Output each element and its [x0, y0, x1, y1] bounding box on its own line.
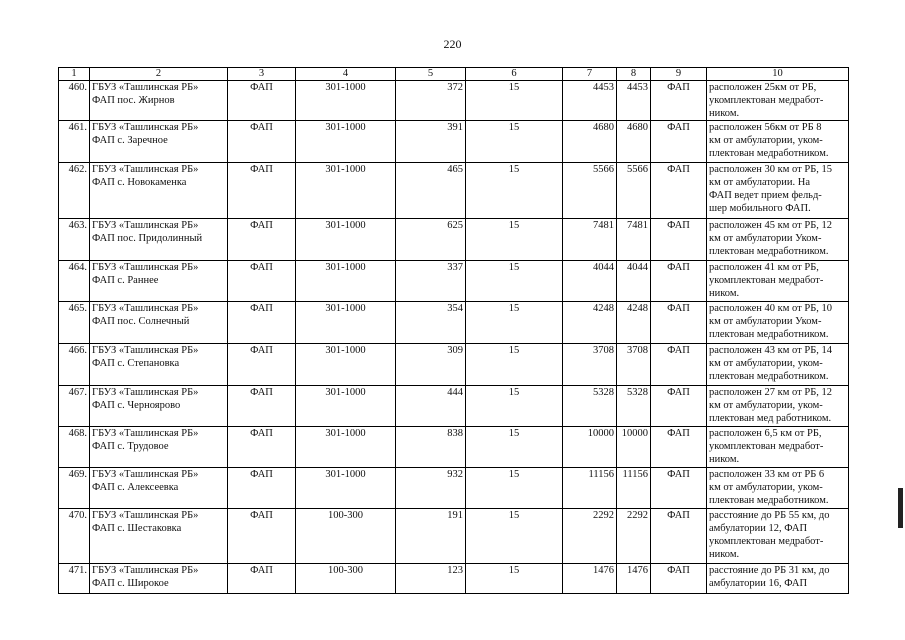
- value-col-7: 7481: [563, 219, 617, 261]
- row-number: 468.: [59, 427, 90, 468]
- column-header-4: 4: [296, 68, 396, 81]
- place-name: ФАП пос. Жирнов: [92, 95, 175, 106]
- value-col-7: 10000: [563, 427, 617, 468]
- note-line: км от амбулатории, уком-: [709, 358, 823, 369]
- facility-type: ФАП: [228, 219, 296, 261]
- org-name: ГБУЗ «Ташлинская РБ»: [92, 303, 199, 314]
- facility-name: [90, 81, 228, 121]
- row-number: 463.: [59, 219, 90, 261]
- value-col-8: 5566: [617, 163, 651, 219]
- note-line: ником.: [709, 549, 740, 560]
- org-name: ГБУЗ «Ташлинская РБ»: [92, 164, 199, 175]
- place-name: ФАП с. Шестаковка: [92, 523, 182, 534]
- note-line: расположен 6,5 км от РБ,: [709, 428, 822, 439]
- column-header-3: 3: [228, 68, 296, 81]
- row-number: 465.: [59, 302, 90, 344]
- population-range: 301-1000: [296, 261, 396, 302]
- facility-name: [90, 386, 228, 427]
- note-line: плектован медработником.: [709, 329, 829, 340]
- value-col-7: 4044: [563, 261, 617, 302]
- org-name: ГБУЗ «Ташлинская РБ»: [92, 82, 199, 93]
- note-line: ФАП ведет прием фельд-: [709, 190, 822, 201]
- place-name: ФАП с. Новокаменка: [92, 177, 187, 188]
- place-name: ФАП с. Широкое: [92, 578, 169, 589]
- facility-type-col-9: ФАП: [651, 261, 707, 302]
- value-col-7: 4680: [563, 121, 617, 163]
- facility-type: ФАП: [228, 163, 296, 219]
- note-line: расположен 56км от РБ 8: [709, 122, 822, 133]
- population-range: 301-1000: [296, 427, 396, 468]
- facility-name: [90, 427, 228, 468]
- value-col-6: 15: [466, 81, 563, 121]
- table-row: [59, 81, 849, 121]
- facility-type-col-9: ФАП: [651, 302, 707, 344]
- value-col-8: 4680: [617, 121, 651, 163]
- facility-type-col-9: ФАП: [651, 344, 707, 386]
- note-cell: [707, 121, 849, 163]
- column-header-5: 5: [396, 68, 466, 81]
- population-range: 301-1000: [296, 344, 396, 386]
- facility-type: ФАП: [228, 509, 296, 564]
- note-line: шер мобильного ФАП.: [709, 203, 811, 214]
- place-name: ФАП с. Заречное: [92, 135, 168, 146]
- note-line: расположен 43 км от РБ, 14: [709, 345, 832, 356]
- population-range: 301-1000: [296, 121, 396, 163]
- facility-type: ФАП: [228, 564, 296, 594]
- population-range: 301-1000: [296, 81, 396, 121]
- table-row: [59, 344, 849, 386]
- value-col-7: 4248: [563, 302, 617, 344]
- facility-type-col-9: ФАП: [651, 386, 707, 427]
- note-line: км от амбулатории, уком-: [709, 400, 823, 411]
- value-col-6: 15: [466, 427, 563, 468]
- note-line: ником.: [709, 288, 740, 299]
- page-number: 220: [443, 37, 462, 51]
- column-header-1: 1: [59, 68, 90, 81]
- row-number: 466.: [59, 344, 90, 386]
- facility-type-col-9: ФАП: [651, 564, 707, 594]
- value-col-5: 354: [396, 302, 466, 344]
- place-name: ФАП пос. Придолинный: [92, 233, 203, 244]
- value-col-5: 444: [396, 386, 466, 427]
- note-cell: [707, 219, 849, 261]
- table-row: [59, 261, 849, 302]
- facility-type: ФАП: [228, 427, 296, 468]
- note-line: расположен 25км от РБ,: [709, 82, 817, 93]
- value-col-6: 15: [466, 261, 563, 302]
- value-col-6: 15: [466, 219, 563, 261]
- row-number: 469.: [59, 468, 90, 509]
- facility-name: [90, 261, 228, 302]
- place-name: ФАП с. Раннее: [92, 275, 159, 286]
- value-col-5: 838: [396, 427, 466, 468]
- note-line: плектован медработником.: [709, 495, 829, 506]
- value-col-7: 3708: [563, 344, 617, 386]
- note-line: расположен 27 км от РБ, 12: [709, 387, 832, 398]
- facility-name: [90, 468, 228, 509]
- value-col-8: 1476: [617, 564, 651, 594]
- note-line: ником.: [709, 108, 740, 119]
- facility-type: ФАП: [228, 386, 296, 427]
- note-line: плектован медработником.: [709, 246, 829, 257]
- org-name: ГБУЗ «Ташлинская РБ»: [92, 469, 199, 480]
- value-col-5: 337: [396, 261, 466, 302]
- value-col-6: 15: [466, 121, 563, 163]
- row-number: 470.: [59, 509, 90, 564]
- row-number: 461.: [59, 121, 90, 163]
- facility-name: [90, 509, 228, 564]
- note-line: амбулатории 12, ФАП: [709, 523, 808, 534]
- table-row: [59, 121, 849, 163]
- facility-type-col-9: ФАП: [651, 509, 707, 564]
- table-row: [59, 302, 849, 344]
- value-col-7: 1476: [563, 564, 617, 594]
- scanner-mark: [898, 488, 903, 528]
- note-cell: [707, 386, 849, 427]
- table-row: [59, 219, 849, 261]
- facility-type: ФАП: [228, 121, 296, 163]
- place-name: ФАП пос. Солнечный: [92, 316, 190, 327]
- value-col-7: 2292: [563, 509, 617, 564]
- value-col-7: 5566: [563, 163, 617, 219]
- table-row: [59, 427, 849, 468]
- note-line: расположен 41 км от РБ,: [709, 262, 819, 273]
- column-header-7: 7: [563, 68, 617, 81]
- value-col-6: 15: [466, 509, 563, 564]
- value-col-8: 4044: [617, 261, 651, 302]
- place-name: ФАП с. Трудовое: [92, 441, 169, 452]
- table-row: [59, 468, 849, 509]
- value-col-6: 15: [466, 468, 563, 509]
- row-number: 467.: [59, 386, 90, 427]
- column-header-8: 8: [617, 68, 651, 81]
- facility-name: [90, 344, 228, 386]
- population-range: 301-1000: [296, 468, 396, 509]
- note-cell: [707, 81, 849, 121]
- note-line: км от амбулатории, уком-: [709, 482, 823, 493]
- value-col-8: 7481: [617, 219, 651, 261]
- note-line: расположен 30 км от РБ, 15: [709, 164, 832, 175]
- value-col-6: 15: [466, 386, 563, 427]
- note-line: плектован мед работником.: [709, 413, 832, 424]
- note-line: плектован медработником.: [709, 371, 829, 382]
- value-col-6: 15: [466, 344, 563, 386]
- facility-type-col-9: ФАП: [651, 468, 707, 509]
- org-name: ГБУЗ «Ташлинская РБ»: [92, 428, 199, 439]
- note-cell: [707, 344, 849, 386]
- facility-name: [90, 163, 228, 219]
- note-line: укомплектован медработ-: [709, 275, 824, 286]
- value-col-5: 372: [396, 81, 466, 121]
- table-row: [59, 564, 849, 594]
- note-cell: [707, 509, 849, 564]
- population-range: 301-1000: [296, 386, 396, 427]
- table-row: [59, 386, 849, 427]
- facility-type-col-9: ФАП: [651, 163, 707, 219]
- value-col-5: 625: [396, 219, 466, 261]
- value-col-6: 15: [466, 564, 563, 594]
- place-name: ФАП с. Черноярово: [92, 400, 181, 411]
- value-col-5: 191: [396, 509, 466, 564]
- column-header-2: 2: [90, 68, 228, 81]
- facility-name: [90, 219, 228, 261]
- note-line: км от амбулатории. На: [709, 177, 811, 188]
- org-name: ГБУЗ «Ташлинская РБ»: [92, 510, 199, 521]
- facility-name: [90, 564, 228, 594]
- row-number: 471.: [59, 564, 90, 594]
- value-col-7: 4453: [563, 81, 617, 121]
- facility-type: ФАП: [228, 81, 296, 121]
- org-name: ГБУЗ «Ташлинская РБ»: [92, 565, 199, 576]
- population-range: 301-1000: [296, 219, 396, 261]
- value-col-8: 10000: [617, 427, 651, 468]
- population-range: 100-300: [296, 564, 396, 594]
- value-col-6: 15: [466, 302, 563, 344]
- header-row: [59, 68, 849, 81]
- note-cell: [707, 427, 849, 468]
- note-line: км от амбулатории Уком-: [709, 233, 822, 244]
- note-line: расположен 45 км от РБ, 12: [709, 220, 832, 231]
- note-line: ником.: [709, 454, 740, 465]
- column-header-9: 9: [651, 68, 707, 81]
- note-line: укомплектован медработ-: [709, 95, 824, 106]
- facility-type: ФАП: [228, 344, 296, 386]
- value-col-7: 5328: [563, 386, 617, 427]
- value-col-8: 11156: [617, 468, 651, 509]
- column-header-10: 10: [707, 68, 849, 81]
- column-header-6: 6: [466, 68, 563, 81]
- facility-name: [90, 121, 228, 163]
- value-col-5: 309: [396, 344, 466, 386]
- note-line: амбулатории 16, ФАП: [709, 578, 808, 589]
- note-cell: [707, 261, 849, 302]
- table-row: [59, 509, 849, 564]
- note-line: км от амбулатории Уком-: [709, 316, 822, 327]
- note-line: плектован медработником.: [709, 148, 829, 159]
- value-col-5: 391: [396, 121, 466, 163]
- value-col-8: 4248: [617, 302, 651, 344]
- place-name: ФАП с. Степановка: [92, 358, 180, 369]
- note-cell: [707, 564, 849, 594]
- note-line: расположен 33 км от РБ 6: [709, 469, 825, 480]
- facility-type: ФАП: [228, 468, 296, 509]
- facility-type-col-9: ФАП: [651, 81, 707, 121]
- note-line: расположен 40 км от РБ, 10: [709, 303, 832, 314]
- facility-name: [90, 302, 228, 344]
- value-col-8: 3708: [617, 344, 651, 386]
- org-name: ГБУЗ «Ташлинская РБ»: [92, 345, 199, 356]
- note-cell: [707, 468, 849, 509]
- value-col-5: 932: [396, 468, 466, 509]
- facility-type-col-9: ФАП: [651, 427, 707, 468]
- value-col-8: 5328: [617, 386, 651, 427]
- facility-type-col-9: ФАП: [651, 219, 707, 261]
- population-range: 301-1000: [296, 163, 396, 219]
- place-name: ФАП с. Алексеевка: [92, 482, 179, 493]
- population-range: 301-1000: [296, 302, 396, 344]
- value-col-8: 2292: [617, 509, 651, 564]
- note-line: укомплектован медработ-: [709, 536, 824, 547]
- value-col-5: 123: [396, 564, 466, 594]
- org-name: ГБУЗ «Ташлинская РБ»: [92, 122, 199, 133]
- org-name: ГБУЗ «Ташлинская РБ»: [92, 220, 199, 231]
- note-line: км от амбулатории, уком-: [709, 135, 823, 146]
- org-name: ГБУЗ «Ташлинская РБ»: [92, 262, 199, 273]
- table-row: [59, 163, 849, 219]
- facility-table: [58, 67, 849, 594]
- facility-type-col-9: ФАП: [651, 121, 707, 163]
- value-col-8: 4453: [617, 81, 651, 121]
- value-col-5: 465: [396, 163, 466, 219]
- facility-type: ФАП: [228, 261, 296, 302]
- value-col-7: 11156: [563, 468, 617, 509]
- note-line: расстояние до РБ 55 км, до: [709, 510, 830, 521]
- note-line: укомплектован медработ-: [709, 441, 824, 452]
- row-number: 462.: [59, 163, 90, 219]
- org-name: ГБУЗ «Ташлинская РБ»: [92, 387, 199, 398]
- value-col-6: 15: [466, 163, 563, 219]
- note-cell: [707, 302, 849, 344]
- note-cell: [707, 163, 849, 219]
- note-line: расстояние до РБ 31 км, до: [709, 565, 830, 576]
- population-range: 100-300: [296, 509, 396, 564]
- row-number: 464.: [59, 261, 90, 302]
- facility-type: ФАП: [228, 302, 296, 344]
- row-number: 460.: [59, 81, 90, 121]
